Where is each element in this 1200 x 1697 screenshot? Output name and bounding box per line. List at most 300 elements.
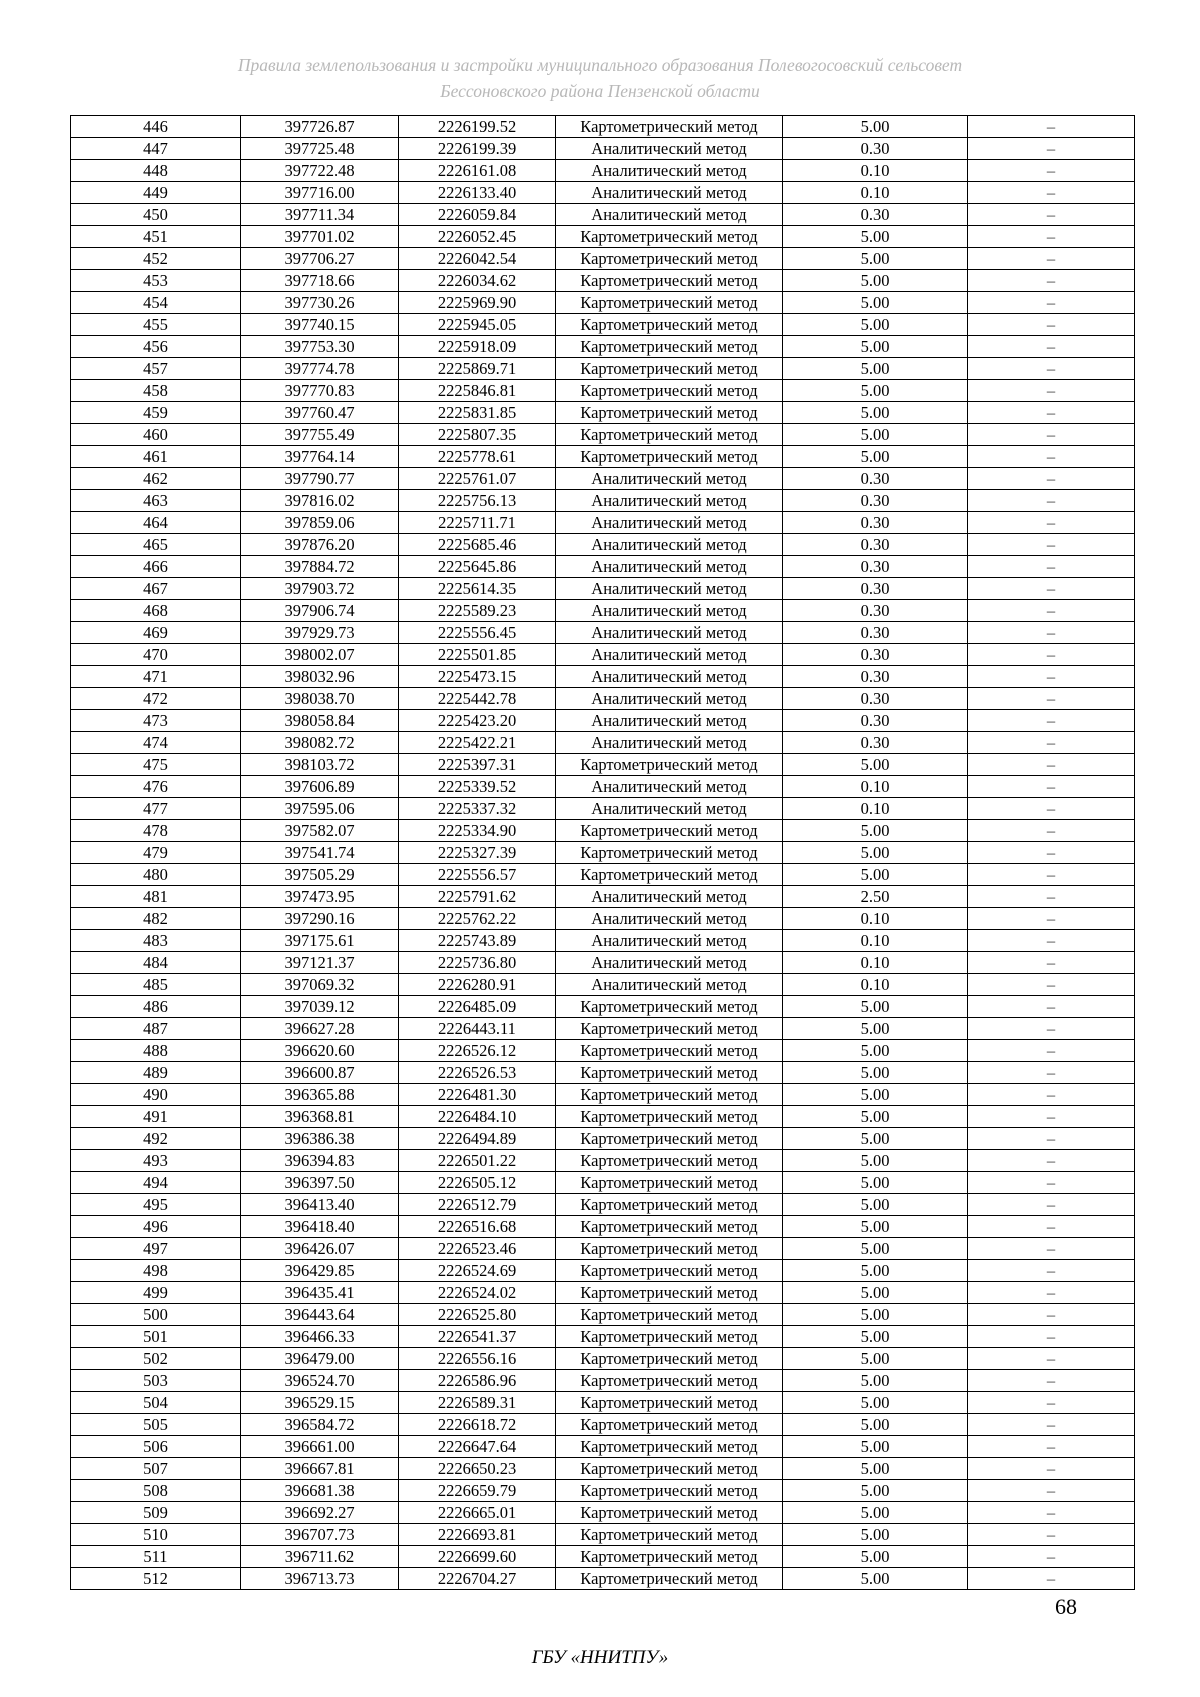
y-coordinate-cell: 2225614.35 xyxy=(399,578,556,600)
table-row xyxy=(71,644,1135,666)
table-row xyxy=(71,930,1135,952)
x-coordinate-cell: 397121.37 xyxy=(241,952,399,974)
table-row xyxy=(71,578,1135,600)
note-cell: – xyxy=(968,1062,1135,1084)
method-cell: Картометрический метод xyxy=(556,270,783,292)
method-cell: Картометрический метод xyxy=(556,1150,783,1172)
point-number-cell: 482 xyxy=(71,908,241,930)
point-number-cell: 460 xyxy=(71,424,241,446)
y-coordinate-cell: 2226034.62 xyxy=(399,270,556,292)
table-row xyxy=(71,688,1135,710)
accuracy-cell: 0.30 xyxy=(783,204,968,226)
accuracy-cell: 5.00 xyxy=(783,1436,968,1458)
note-cell: – xyxy=(968,776,1135,798)
method-cell: Картометрический метод xyxy=(556,1348,783,1370)
method-cell: Картометрический метод xyxy=(556,996,783,1018)
method-cell: Картометрический метод xyxy=(556,1502,783,1524)
method-cell: Картометрический метод xyxy=(556,820,783,842)
accuracy-cell: 5.00 xyxy=(783,1414,968,1436)
y-coordinate-cell: 2225869.71 xyxy=(399,358,556,380)
method-cell: Картометрический метод xyxy=(556,1436,783,1458)
x-coordinate-cell: 397505.29 xyxy=(241,864,399,886)
note-cell: – xyxy=(968,1414,1135,1436)
x-coordinate-cell: 396394.83 xyxy=(241,1150,399,1172)
x-coordinate-cell: 397595.06 xyxy=(241,798,399,820)
method-cell: Аналитический метод xyxy=(556,578,783,600)
x-coordinate-cell: 397290.16 xyxy=(241,908,399,930)
table-row xyxy=(71,622,1135,644)
y-coordinate-cell: 2226541.37 xyxy=(399,1326,556,1348)
x-coordinate-cell: 396368.81 xyxy=(241,1106,399,1128)
note-cell: – xyxy=(968,798,1135,820)
y-coordinate-cell: 2225831.85 xyxy=(399,402,556,424)
accuracy-cell: 5.00 xyxy=(783,754,968,776)
table-row xyxy=(71,842,1135,864)
method-cell: Аналитический метод xyxy=(556,930,783,952)
x-coordinate-cell: 396713.73 xyxy=(241,1568,399,1590)
point-number-cell: 458 xyxy=(71,380,241,402)
accuracy-cell: 0.10 xyxy=(783,182,968,204)
point-number-cell: 501 xyxy=(71,1326,241,1348)
point-number-cell: 450 xyxy=(71,204,241,226)
y-coordinate-cell: 2225791.62 xyxy=(399,886,556,908)
point-number-cell: 459 xyxy=(71,402,241,424)
accuracy-cell: 0.10 xyxy=(783,930,968,952)
table-row xyxy=(71,1238,1135,1260)
note-cell: – xyxy=(968,160,1135,182)
table-row xyxy=(71,1216,1135,1238)
y-coordinate-cell: 2225736.80 xyxy=(399,952,556,974)
table-row xyxy=(71,710,1135,732)
note-cell: – xyxy=(968,578,1135,600)
method-cell: Аналитический метод xyxy=(556,138,783,160)
point-number-cell: 483 xyxy=(71,930,241,952)
accuracy-cell: 0.10 xyxy=(783,776,968,798)
point-number-cell: 506 xyxy=(71,1436,241,1458)
accuracy-cell: 0.10 xyxy=(783,974,968,996)
accuracy-cell: 0.30 xyxy=(783,534,968,556)
table-row xyxy=(71,600,1135,622)
note-cell: – xyxy=(968,1304,1135,1326)
y-coordinate-cell: 2225743.89 xyxy=(399,930,556,952)
point-number-cell: 494 xyxy=(71,1172,241,1194)
accuracy-cell: 5.00 xyxy=(783,1546,968,1568)
note-cell: – xyxy=(968,1106,1135,1128)
point-number-cell: 479 xyxy=(71,842,241,864)
accuracy-cell: 5.00 xyxy=(783,1194,968,1216)
method-cell: Картометрический метод xyxy=(556,116,783,138)
y-coordinate-cell: 2226556.16 xyxy=(399,1348,556,1370)
header-line-2: Бессоновского района Пензенской области xyxy=(440,81,760,101)
table-row xyxy=(71,1260,1135,1282)
note-cell: – xyxy=(968,842,1135,864)
point-number-cell: 493 xyxy=(71,1150,241,1172)
point-number-cell: 509 xyxy=(71,1502,241,1524)
y-coordinate-cell: 2226647.64 xyxy=(399,1436,556,1458)
accuracy-cell: 5.00 xyxy=(783,1238,968,1260)
method-cell: Картометрический метод xyxy=(556,424,783,446)
method-cell: Картометрический метод xyxy=(556,1326,783,1348)
note-cell: – xyxy=(968,314,1135,336)
table-row xyxy=(71,248,1135,270)
method-cell: Аналитический метод xyxy=(556,204,783,226)
point-number-cell: 498 xyxy=(71,1260,241,1282)
y-coordinate-cell: 2225501.85 xyxy=(399,644,556,666)
table-row xyxy=(71,798,1135,820)
x-coordinate-cell: 396413.40 xyxy=(241,1194,399,1216)
y-coordinate-cell: 2226042.54 xyxy=(399,248,556,270)
point-number-cell: 486 xyxy=(71,996,241,1018)
x-coordinate-cell: 397718.66 xyxy=(241,270,399,292)
document-header xyxy=(70,52,1130,104)
y-coordinate-cell: 2226523.46 xyxy=(399,1238,556,1260)
note-cell: – xyxy=(968,754,1135,776)
method-cell: Картометрический метод xyxy=(556,1458,783,1480)
x-coordinate-cell: 397740.15 xyxy=(241,314,399,336)
accuracy-cell: 5.00 xyxy=(783,446,968,468)
y-coordinate-cell: 2226650.23 xyxy=(399,1458,556,1480)
table-row xyxy=(71,446,1135,468)
note-cell: – xyxy=(968,1458,1135,1480)
y-coordinate-cell: 2225756.13 xyxy=(399,490,556,512)
method-cell: Аналитический метод xyxy=(556,468,783,490)
table-row xyxy=(71,908,1135,930)
method-cell: Картометрический метод xyxy=(556,1282,783,1304)
method-cell: Картометрический метод xyxy=(556,402,783,424)
method-cell: Аналитический метод xyxy=(556,886,783,908)
note-cell: – xyxy=(968,1370,1135,1392)
point-number-cell: 462 xyxy=(71,468,241,490)
x-coordinate-cell: 396667.81 xyxy=(241,1458,399,1480)
accuracy-cell: 5.00 xyxy=(783,1480,968,1502)
note-cell: – xyxy=(968,424,1135,446)
y-coordinate-cell: 2226494.89 xyxy=(399,1128,556,1150)
point-number-cell: 453 xyxy=(71,270,241,292)
y-coordinate-cell: 2226693.81 xyxy=(399,1524,556,1546)
table-row xyxy=(71,138,1135,160)
x-coordinate-cell: 397755.49 xyxy=(241,424,399,446)
x-coordinate-cell: 397725.48 xyxy=(241,138,399,160)
method-cell: Аналитический метод xyxy=(556,644,783,666)
y-coordinate-cell: 2226443.11 xyxy=(399,1018,556,1040)
coordinates-table xyxy=(70,115,1135,1590)
y-coordinate-cell: 2226704.27 xyxy=(399,1568,556,1590)
accuracy-cell: 5.00 xyxy=(783,116,968,138)
y-coordinate-cell: 2226665.01 xyxy=(399,1502,556,1524)
x-coordinate-cell: 397706.27 xyxy=(241,248,399,270)
method-cell: Аналитический метод xyxy=(556,908,783,930)
accuracy-cell: 5.00 xyxy=(783,1348,968,1370)
point-number-cell: 471 xyxy=(71,666,241,688)
table-row xyxy=(71,1194,1135,1216)
accuracy-cell: 5.00 xyxy=(783,1172,968,1194)
y-coordinate-cell: 2226161.08 xyxy=(399,160,556,182)
point-number-cell: 463 xyxy=(71,490,241,512)
x-coordinate-cell: 397790.77 xyxy=(241,468,399,490)
table-row xyxy=(71,732,1135,754)
note-cell: – xyxy=(968,182,1135,204)
y-coordinate-cell: 2226524.02 xyxy=(399,1282,556,1304)
note-cell: – xyxy=(968,292,1135,314)
method-cell: Картометрический метод xyxy=(556,1084,783,1106)
y-coordinate-cell: 2225645.86 xyxy=(399,556,556,578)
accuracy-cell: 5.00 xyxy=(783,270,968,292)
point-number-cell: 457 xyxy=(71,358,241,380)
y-coordinate-cell: 2225969.90 xyxy=(399,292,556,314)
note-cell: – xyxy=(968,512,1135,534)
x-coordinate-cell: 398032.96 xyxy=(241,666,399,688)
x-coordinate-cell: 397722.48 xyxy=(241,160,399,182)
y-coordinate-cell: 2226526.12 xyxy=(399,1040,556,1062)
table-row xyxy=(71,1370,1135,1392)
accuracy-cell: 5.00 xyxy=(783,1106,968,1128)
point-number-cell: 465 xyxy=(71,534,241,556)
method-cell: Картометрический метод xyxy=(556,1216,783,1238)
point-number-cell: 472 xyxy=(71,688,241,710)
method-cell: Картометрический метод xyxy=(556,1018,783,1040)
method-cell: Аналитический метод xyxy=(556,600,783,622)
y-coordinate-cell: 2225556.57 xyxy=(399,864,556,886)
note-cell: – xyxy=(968,1546,1135,1568)
y-coordinate-cell: 2226052.45 xyxy=(399,226,556,248)
x-coordinate-cell: 396711.62 xyxy=(241,1546,399,1568)
accuracy-cell: 5.00 xyxy=(783,314,968,336)
note-cell: – xyxy=(968,1040,1135,1062)
point-number-cell: 447 xyxy=(71,138,241,160)
x-coordinate-cell: 396435.41 xyxy=(241,1282,399,1304)
method-cell: Картометрический метод xyxy=(556,754,783,776)
point-number-cell: 491 xyxy=(71,1106,241,1128)
table-row xyxy=(71,314,1135,336)
y-coordinate-cell: 2225337.32 xyxy=(399,798,556,820)
x-coordinate-cell: 397730.26 xyxy=(241,292,399,314)
accuracy-cell: 5.00 xyxy=(783,1128,968,1150)
note-cell: – xyxy=(968,666,1135,688)
y-coordinate-cell: 2226199.39 xyxy=(399,138,556,160)
note-cell: – xyxy=(968,886,1135,908)
note-cell: – xyxy=(968,402,1135,424)
point-number-cell: 510 xyxy=(71,1524,241,1546)
y-coordinate-cell: 2225762.22 xyxy=(399,908,556,930)
y-coordinate-cell: 2226485.09 xyxy=(399,996,556,1018)
method-cell: Картометрический метод xyxy=(556,1392,783,1414)
x-coordinate-cell: 398103.72 xyxy=(241,754,399,776)
x-coordinate-cell: 397541.74 xyxy=(241,842,399,864)
accuracy-cell: 0.30 xyxy=(783,688,968,710)
x-coordinate-cell: 396524.70 xyxy=(241,1370,399,1392)
point-number-cell: 451 xyxy=(71,226,241,248)
x-coordinate-cell: 396600.87 xyxy=(241,1062,399,1084)
y-coordinate-cell: 2226481.30 xyxy=(399,1084,556,1106)
point-number-cell: 497 xyxy=(71,1238,241,1260)
y-coordinate-cell: 2225846.81 xyxy=(399,380,556,402)
accuracy-cell: 5.00 xyxy=(783,1458,968,1480)
accuracy-cell: 5.00 xyxy=(783,1062,968,1084)
note-cell: – xyxy=(968,1392,1135,1414)
x-coordinate-cell: 396620.60 xyxy=(241,1040,399,1062)
x-coordinate-cell: 396692.27 xyxy=(241,1502,399,1524)
table-row xyxy=(71,1392,1135,1414)
note-cell: – xyxy=(968,556,1135,578)
point-number-cell: 488 xyxy=(71,1040,241,1062)
point-number-cell: 470 xyxy=(71,644,241,666)
table-row xyxy=(71,380,1135,402)
y-coordinate-cell: 2225807.35 xyxy=(399,424,556,446)
accuracy-cell: 0.30 xyxy=(783,666,968,688)
footer-organization: ГБУ «ННИТПУ» xyxy=(531,1647,669,1668)
table-row xyxy=(71,116,1135,138)
accuracy-cell: 0.30 xyxy=(783,512,968,534)
x-coordinate-cell: 398002.07 xyxy=(241,644,399,666)
method-cell: Аналитический метод xyxy=(556,798,783,820)
y-coordinate-cell: 2225589.23 xyxy=(399,600,556,622)
note-cell: – xyxy=(968,358,1135,380)
method-cell: Аналитический метод xyxy=(556,776,783,798)
accuracy-cell: 0.30 xyxy=(783,490,968,512)
y-coordinate-cell: 2226659.79 xyxy=(399,1480,556,1502)
note-cell: – xyxy=(968,226,1135,248)
note-cell: – xyxy=(968,1348,1135,1370)
accuracy-cell: 5.00 xyxy=(783,336,968,358)
note-cell: – xyxy=(968,248,1135,270)
y-coordinate-cell: 2226516.68 xyxy=(399,1216,556,1238)
table-row xyxy=(71,1304,1135,1326)
x-coordinate-cell: 396418.40 xyxy=(241,1216,399,1238)
table-row xyxy=(71,490,1135,512)
method-cell: Картометрический метод xyxy=(556,1106,783,1128)
y-coordinate-cell: 2226586.96 xyxy=(399,1370,556,1392)
accuracy-cell: 5.00 xyxy=(783,1524,968,1546)
page-number: 68 xyxy=(1055,1594,1077,1619)
x-coordinate-cell: 397582.07 xyxy=(241,820,399,842)
point-number-cell: 502 xyxy=(71,1348,241,1370)
method-cell: Аналитический метод xyxy=(556,732,783,754)
method-cell: Картометрический метод xyxy=(556,1370,783,1392)
table-row xyxy=(71,1502,1135,1524)
accuracy-cell: 5.00 xyxy=(783,358,968,380)
y-coordinate-cell: 2226133.40 xyxy=(399,182,556,204)
y-coordinate-cell: 2225685.46 xyxy=(399,534,556,556)
note-cell: – xyxy=(968,1326,1135,1348)
accuracy-cell: 5.00 xyxy=(783,248,968,270)
point-number-cell: 504 xyxy=(71,1392,241,1414)
note-cell: – xyxy=(968,116,1135,138)
accuracy-cell: 0.30 xyxy=(783,644,968,666)
accuracy-cell: 5.00 xyxy=(783,380,968,402)
table-row xyxy=(71,776,1135,798)
y-coordinate-cell: 2225556.45 xyxy=(399,622,556,644)
method-cell: Картометрический метод xyxy=(556,380,783,402)
method-cell: Аналитический метод xyxy=(556,710,783,732)
y-coordinate-cell: 2226501.22 xyxy=(399,1150,556,1172)
table-row xyxy=(71,1150,1135,1172)
point-number-cell: 456 xyxy=(71,336,241,358)
note-cell: – xyxy=(968,996,1135,1018)
method-cell: Картометрический метод xyxy=(556,1568,783,1590)
y-coordinate-cell: 2225442.78 xyxy=(399,688,556,710)
y-coordinate-cell: 2225423.20 xyxy=(399,710,556,732)
accuracy-cell: 5.00 xyxy=(783,1260,968,1282)
x-coordinate-cell: 397903.72 xyxy=(241,578,399,600)
point-number-cell: 466 xyxy=(71,556,241,578)
note-cell: – xyxy=(968,1150,1135,1172)
point-number-cell: 492 xyxy=(71,1128,241,1150)
y-coordinate-cell: 2226618.72 xyxy=(399,1414,556,1436)
accuracy-cell: 0.30 xyxy=(783,578,968,600)
note-cell: – xyxy=(968,1128,1135,1150)
point-number-cell: 500 xyxy=(71,1304,241,1326)
accuracy-cell: 5.00 xyxy=(783,1370,968,1392)
point-number-cell: 454 xyxy=(71,292,241,314)
x-coordinate-cell: 396429.85 xyxy=(241,1260,399,1282)
table-row xyxy=(71,358,1135,380)
accuracy-cell: 5.00 xyxy=(783,1216,968,1238)
accuracy-cell: 0.10 xyxy=(783,798,968,820)
method-cell: Картометрический метод xyxy=(556,1304,783,1326)
x-coordinate-cell: 397774.78 xyxy=(241,358,399,380)
coordinates-table-body xyxy=(71,116,1135,1590)
note-cell: – xyxy=(968,1502,1135,1524)
accuracy-cell: 5.00 xyxy=(783,1040,968,1062)
note-cell: – xyxy=(968,490,1135,512)
table-row xyxy=(71,336,1135,358)
table-row xyxy=(71,754,1135,776)
accuracy-cell: 5.00 xyxy=(783,1018,968,1040)
point-number-cell: 495 xyxy=(71,1194,241,1216)
accuracy-cell: 5.00 xyxy=(783,1282,968,1304)
method-cell: Аналитический метод xyxy=(556,490,783,512)
method-cell: Картометрический метод xyxy=(556,1128,783,1150)
note-cell: – xyxy=(968,446,1135,468)
table-row xyxy=(71,1546,1135,1568)
table-row xyxy=(71,424,1135,446)
x-coordinate-cell: 396529.15 xyxy=(241,1392,399,1414)
note-cell: – xyxy=(968,710,1135,732)
y-coordinate-cell: 2226505.12 xyxy=(399,1172,556,1194)
note-cell: – xyxy=(968,336,1135,358)
table-row xyxy=(71,534,1135,556)
note-cell: – xyxy=(968,270,1135,292)
point-number-cell: 476 xyxy=(71,776,241,798)
point-number-cell: 505 xyxy=(71,1414,241,1436)
method-cell: Картометрический метод xyxy=(556,1172,783,1194)
method-cell: Картометрический метод xyxy=(556,292,783,314)
accuracy-cell: 0.30 xyxy=(783,732,968,754)
point-number-cell: 449 xyxy=(71,182,241,204)
point-number-cell: 485 xyxy=(71,974,241,996)
x-coordinate-cell: 396627.28 xyxy=(241,1018,399,1040)
y-coordinate-cell: 2225334.90 xyxy=(399,820,556,842)
point-number-cell: 508 xyxy=(71,1480,241,1502)
y-coordinate-cell: 2226199.52 xyxy=(399,116,556,138)
method-cell: Аналитический метод xyxy=(556,688,783,710)
y-coordinate-cell: 2226059.84 xyxy=(399,204,556,226)
note-cell: – xyxy=(968,1018,1135,1040)
method-cell: Аналитический метод xyxy=(556,952,783,974)
table-row xyxy=(71,1282,1135,1304)
x-coordinate-cell: 396479.00 xyxy=(241,1348,399,1370)
table-row xyxy=(71,1436,1135,1458)
accuracy-cell: 5.00 xyxy=(783,864,968,886)
method-cell: Картометрический метод xyxy=(556,1062,783,1084)
table-row xyxy=(71,270,1135,292)
table-row xyxy=(71,1018,1135,1040)
table-row xyxy=(71,974,1135,996)
method-cell: Картометрический метод xyxy=(556,864,783,886)
x-coordinate-cell: 396365.88 xyxy=(241,1084,399,1106)
table-row xyxy=(71,1326,1135,1348)
x-coordinate-cell: 396661.00 xyxy=(241,1436,399,1458)
